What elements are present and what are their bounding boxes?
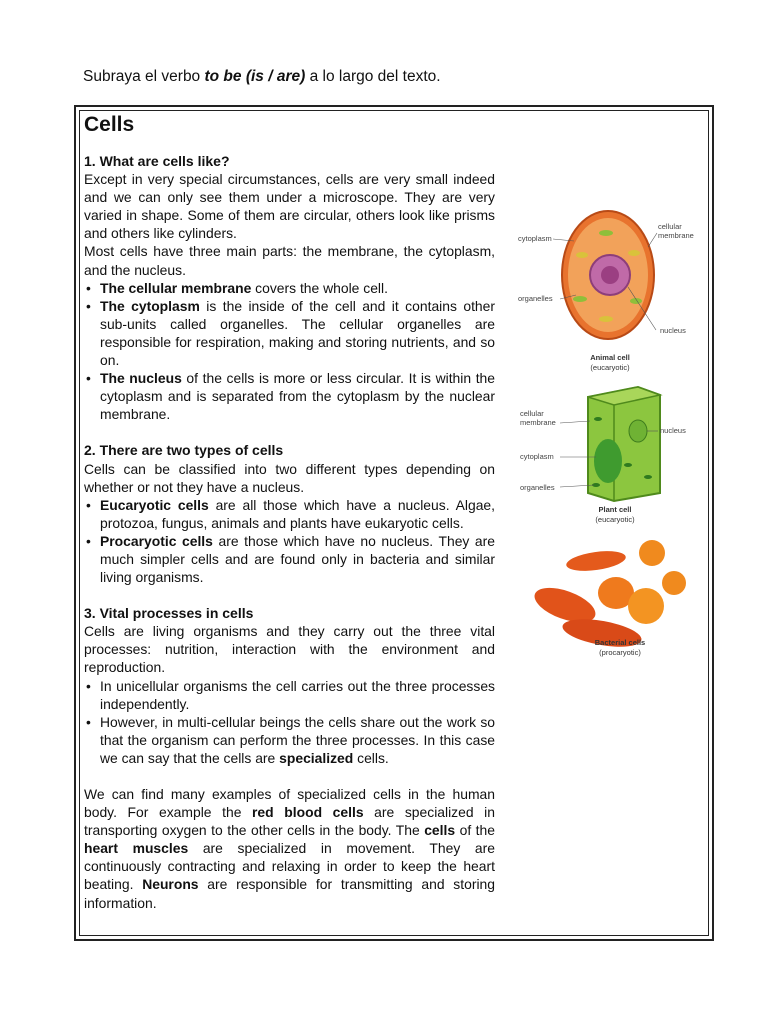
label-cytoplasm: cytoplasm — [518, 234, 552, 243]
organelle — [599, 230, 613, 236]
cell-types-illustration — [510, 195, 705, 695]
term-specialized: specialized — [279, 749, 354, 766]
chloroplast — [644, 475, 652, 479]
label-line — [648, 233, 657, 247]
bacterial-cells-diagram — [530, 540, 686, 657]
list-item-text: are those which have no nucleus. They are much simpler cells and are found only in bacteria and similar living organisms. — [100, 532, 496, 586]
spacer — [84, 423, 495, 441]
plant-cell-diagram — [520, 387, 686, 524]
closing-text: are responsible for transmitting and storing information. — [84, 876, 495, 911]
caption-animal-type: (eucaryotic) — [590, 363, 630, 372]
page-title: Cells — [84, 113, 135, 136]
caption-plant-cell: Plant cell — [598, 505, 632, 514]
bacterium — [662, 571, 686, 595]
closing-text: are specialized in transporting oxygen to the other cells in the body. The — [84, 804, 495, 839]
caption-plant-type: (eucaryotic) — [595, 515, 635, 524]
label-membrane-2: membrane — [658, 231, 694, 240]
list-item — [84, 297, 495, 369]
list-item — [84, 713, 495, 767]
list-item-text-end: cells. — [353, 749, 389, 766]
label-membrane-2: membrane — [520, 418, 556, 427]
spacer — [84, 767, 495, 785]
chloroplast — [594, 417, 602, 421]
section1-para2: Most cells have three main parts: the membrane, the cytoplasm, and the nucleus. — [84, 243, 495, 278]
instruction-prefix: Subraya el verbo — [83, 68, 205, 85]
organelle — [599, 316, 613, 322]
label-nucleus: nucleus — [660, 326, 686, 335]
plant-cell-nucleus — [629, 420, 647, 442]
section3-list — [84, 677, 495, 767]
closing-text: are specialized in movement. They are continuously contracting and relaxing in order to keep the heart beating. — [84, 840, 495, 893]
term-heart-muscles: heart muscles — [84, 840, 189, 857]
section2-para1: Cells can be classified into two different types depending on whether or not they have a nucleus. — [84, 460, 495, 495]
section2-heading: 2. There are two types of cells — [84, 442, 284, 459]
bacterium — [628, 588, 664, 624]
organelle — [576, 252, 588, 258]
animal-cell-diagram — [518, 211, 694, 372]
section3-para1: Cells are living organisms and they carry out the three vital processes: nutrition, interaction with the environment and reproduction. — [84, 623, 495, 676]
list-item-text: covers the whole cell. — [251, 279, 388, 296]
caption-bacterial-type: (procaryotic) — [599, 648, 641, 657]
list-item-text: is the inside of the cell and it contains other sub-units called organelles. The cellular organelles are responsible for respiration, making and storing nutrients, and so on. — [100, 297, 496, 369]
label-line — [560, 421, 590, 423]
label-membrane-1: cellular — [520, 409, 544, 418]
label-membrane-1: cellular — [658, 222, 682, 231]
list-item-text: are all those which have a nucleus. Algae, protozoa, fungus, animals and plants have eukaryotic cells. — [100, 496, 496, 531]
caption-animal-cell: Animal cell — [590, 353, 630, 362]
section2-list — [84, 496, 495, 586]
section1-para1: Except in very special circumstances, cells are very small indeed and we can only see them under a microscope. They are very varied in shape. Some of them are circular, others look like prisms and others like cylinders. — [84, 171, 495, 242]
label-organelles: organelles — [520, 483, 555, 492]
term-procaryotic: Procaryotic cells — [100, 532, 213, 549]
plant-cell-vacuole — [594, 439, 622, 483]
list-item — [84, 369, 495, 423]
list-item — [84, 677, 495, 713]
bacterium — [639, 540, 665, 566]
term-cells: cells — [424, 822, 456, 839]
instruction-suffix: a lo largo del texto. — [305, 68, 441, 85]
caption-bacterial-cells: Bacterial cells — [594, 638, 646, 647]
organelle — [573, 296, 587, 302]
label-nucleus: nucleus — [660, 426, 686, 435]
closing-paragraph — [84, 785, 495, 912]
list-item-text: However, in multi-cellular beings the cells share out the work so that the organism can perform the three processes. In this case we can say that the cells are — [100, 713, 495, 766]
animal-cell-nucleolus — [601, 266, 619, 284]
organelle — [628, 250, 640, 256]
closing-text: We can find many examples of specialized cells in the human body. For example the — [84, 786, 495, 821]
term-cytoplasm: The cytoplasm — [100, 297, 200, 314]
term-red-blood-cells: red blood cells — [252, 804, 364, 821]
instruction-emphasis: to be (is / are) — [204, 68, 306, 85]
list-item-text: of the cells is more or less circular. It is within the cytoplasm and is separated from the cytoplasm by the nuclear membrane. — [100, 370, 496, 423]
label-cytoplasm: cytoplasm — [520, 452, 554, 461]
section1-heading: 1. What are cells like? — [84, 153, 230, 169]
list-item-text: In unicellular organisms the cell carries out the three processes independently. — [100, 677, 495, 712]
text-column — [84, 110, 495, 912]
chloroplast — [624, 463, 632, 467]
spacer — [84, 586, 495, 604]
term-neurons: Neurons — [142, 876, 199, 893]
closing-text: of the — [455, 822, 495, 839]
term-cellular-membrane: The cellular membrane — [100, 279, 252, 296]
term-eucaryotic: Eucaryotic cells — [100, 496, 209, 513]
list-item — [84, 496, 495, 532]
section3-heading: 3. Vital processes in cells — [84, 605, 254, 622]
label-organelles: organelles — [518, 294, 553, 303]
list-item — [84, 279, 495, 297]
bacterium — [565, 548, 627, 574]
section1-list — [84, 279, 495, 424]
term-nucleus: The nucleus — [100, 370, 182, 387]
instruction-line — [83, 68, 441, 86]
list-item — [84, 532, 495, 586]
